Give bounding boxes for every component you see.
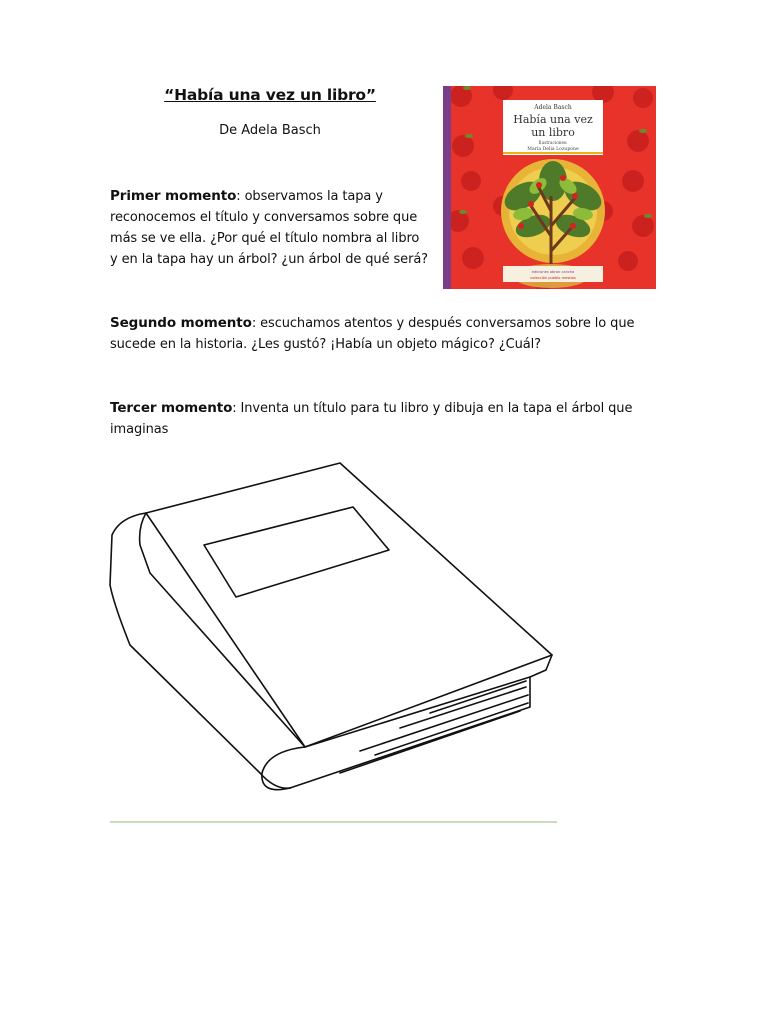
cover-title-line-2: un libro [531, 126, 575, 139]
moment-2-text: : escuchamos atentos y después conversamos sobre lo que sucede en la historia. ¿Les gustó? ¡Había un objeto mágico? ¿Cuál? [110, 316, 635, 352]
moment-3-paragraph [110, 398, 650, 440]
moment-2-label: Segundo momento [110, 315, 252, 331]
cover-author: Adela Basch [534, 104, 572, 111]
cover-illustrator-label: Ilustraciones: [538, 140, 568, 145]
horizontal-rule [110, 821, 557, 823]
author-line: De Adela Basch [219, 123, 321, 138]
page-title: “Había una vez un libro” [164, 86, 376, 104]
spine-bottom-curve [262, 747, 305, 790]
book-outline-drawing [100, 455, 570, 835]
cover-collection: colección pueblo mestizo [530, 276, 576, 280]
front-cover-outline [146, 463, 552, 747]
moment-3-label: Tercer momento [110, 400, 233, 416]
page-line [400, 687, 526, 728]
moment-1-paragraph [110, 186, 430, 270]
book-cover-image [443, 86, 656, 289]
cover-spine-band [443, 86, 451, 289]
spine-outline [110, 513, 290, 788]
moment-2-paragraph [110, 313, 670, 355]
page-line [340, 711, 520, 773]
moment-1-label: Primer momento [110, 188, 237, 204]
book-cover-illustration [443, 86, 656, 289]
moment-3-text: : Inventa un título para tu libro y dibuja en la tapa el árbol que imaginas [110, 401, 633, 437]
cover-publisher: ediciones abran cancha [531, 270, 575, 274]
moment-1-text: : observamos la tapa y reconocemos el título y conversamos sobre que más se ve ella. ¿Por qué el título nombra al libro y en la tapa hay un árbol? ¿un árbol de qué será? [110, 189, 428, 267]
cover-title-box [204, 507, 389, 597]
cover-title-line-1: Había una vez [513, 113, 593, 126]
cover-illustrator: María Delia Lozupone [527, 147, 579, 152]
